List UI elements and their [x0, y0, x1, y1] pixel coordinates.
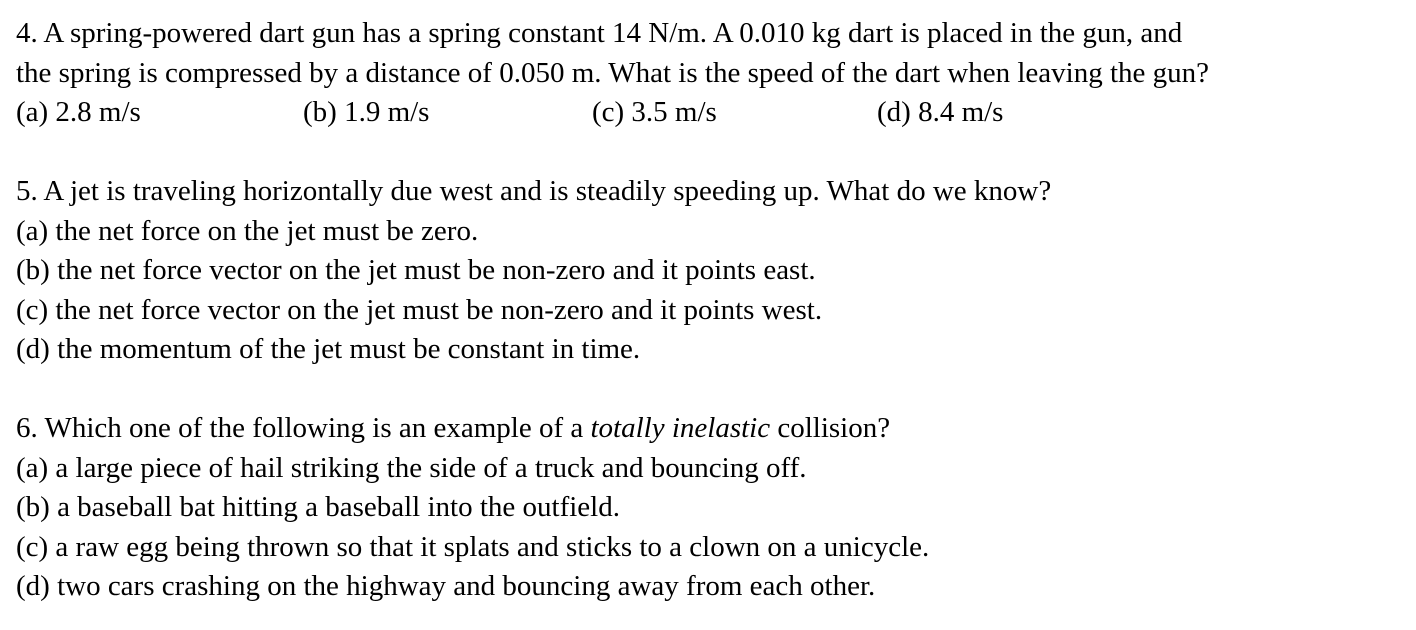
- question-4: [16, 14, 1406, 133]
- question-4-choice-d: (d) 8.4 m/s: [877, 96, 1004, 128]
- question-4-choice-b: (b) 1.9 m/s: [303, 96, 430, 128]
- question-4-choice-c: (c) 3.5 m/s: [592, 96, 717, 128]
- question-4-choices: [16, 93, 1406, 133]
- question-5-choice-d: (d) the momentum of the jet must be constant in time.: [16, 333, 641, 365]
- question-6-stem-emphasis: totally inelastic: [590, 412, 771, 444]
- question-5-choice-c: (c) the net force vector on the jet must be non-zero and it points west.: [16, 293, 823, 326]
- question-6-stem-end: collision?: [770, 412, 891, 444]
- question-4-choice-a: (a) 2.8 m/s: [16, 96, 141, 128]
- question-5-stem: 5. A jet is traveling horizontally due west and is steadily speeding up. What do we know?: [16, 175, 1052, 207]
- question-5-choice-b: (b) the net force vector on the jet must be non-zero and it points east.: [16, 254, 816, 286]
- question-6: [16, 409, 1406, 607]
- question-4-stem-line-1: 4. A spring-powered dart gun has a spring constant 14 N/m. A 0.010 kg dart is placed in the gun, and: [16, 17, 1183, 49]
- question-6-choice-d: (d) two cars crashing on the highway and bouncing away from each other.: [16, 570, 876, 602]
- spacer: [16, 370, 1406, 410]
- question-6-choice-a: (a) a large piece of hail striking the side of a truck and bouncing off.: [16, 451, 807, 484]
- question-5-choice-a: (a) the net force on the jet must be zero.: [16, 214, 479, 247]
- spacer: [16, 133, 1406, 173]
- question-6-stem: [16, 409, 1406, 449]
- question-6-choice-c: (c) a raw egg being thrown so that it splats and sticks to a clown on a unicycle.: [16, 530, 930, 563]
- question-4-stem-line-2: the spring is compressed by a distance of 0.050 m. What is the speed of the dart when leaving the gun?: [16, 56, 1209, 89]
- quiz-page: [16, 14, 1406, 607]
- question-6-stem-start: 6. Which one of the following is an example of a: [16, 412, 591, 444]
- question-5: [16, 172, 1406, 370]
- question-6-choice-b: (b) a baseball bat hitting a baseball into the outfield.: [16, 491, 620, 523]
